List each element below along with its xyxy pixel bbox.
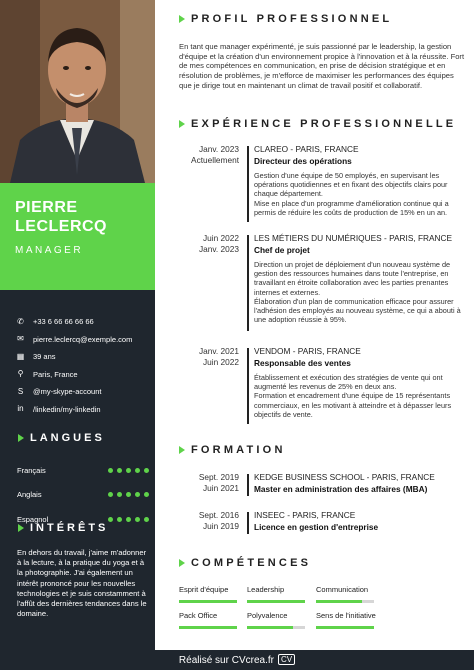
skill-label: Communication [316, 585, 369, 594]
location-icon: ⚲ [17, 369, 24, 379]
level-dot [117, 468, 122, 473]
skill-item [316, 585, 374, 594]
linkedin-icon: in [17, 404, 24, 414]
level-dot [117, 517, 122, 522]
email-text: pierre.leclercq@exemple.com [33, 334, 133, 344]
interests-title: INTÉRÊTS [18, 522, 108, 534]
skill-label: Leadership [247, 585, 285, 594]
arrow-icon [179, 446, 185, 454]
skill-bar [179, 600, 237, 603]
arrow-icon [179, 559, 185, 567]
skill-label: Polyvalence [247, 611, 288, 620]
entry-job-title: Directeur des opérations [254, 156, 352, 166]
timeline-bar [247, 474, 249, 496]
main-content [155, 0, 474, 650]
entry-date-end: Juin 2019 [203, 521, 239, 531]
skype-icon: S [17, 386, 24, 396]
language-name: Espagnol [17, 514, 49, 524]
skill-bar-fill [179, 600, 237, 603]
language-row [17, 458, 149, 483]
language-level [108, 517, 149, 522]
skill-item [316, 611, 374, 620]
level-dot [135, 492, 140, 497]
entry-date-end: Actuellement [191, 155, 239, 165]
timeline-bar [247, 146, 249, 222]
arrow-icon [179, 120, 185, 128]
education-title: FORMATION [179, 444, 286, 456]
profile-title: PROFIL PROFESSIONNEL [179, 13, 392, 25]
linkedin-text: /linkedin/my-linkedin [33, 404, 101, 414]
arrow-icon [18, 524, 24, 532]
contact-linkedin[interactable] [14, 401, 149, 419]
skill-item [247, 611, 305, 620]
entry-school: KEDGE BUSINESS SCHOOL - PARIS, FRANCE [254, 472, 435, 482]
entry-date-start: Juin 2022 [203, 233, 239, 243]
timeline-bar [247, 348, 249, 424]
skill-bar-fill [316, 600, 362, 603]
entry-description: Établissement et exécution des stratégies de vente qui ont augmenté les revenus de 25% en deux ans. Formation et encadrement d'une équipe de 15 représentants commerciaux, en les motivant à atteindre et à dépasser leurs objectifs de vente. [254, 373, 452, 419]
sidebar [0, 0, 155, 650]
level-dot [126, 492, 131, 497]
location-text: Paris, France [33, 369, 78, 379]
level-dot [144, 492, 149, 497]
entry-school: INSEEC - PARIS, FRANCE [254, 510, 356, 520]
level-dot [135, 517, 140, 522]
skill-bar [316, 600, 374, 603]
languages-title: LANGUES [18, 432, 105, 444]
language-level [108, 492, 149, 497]
entry-date-start: Janv. 2021 [199, 346, 239, 356]
skill-label: Sens de l'initiative [316, 611, 376, 620]
entry-job-title: Chef de projet [254, 245, 310, 255]
skill-bar [316, 626, 374, 629]
arrow-icon [179, 15, 185, 23]
phone-icon: ✆ [17, 316, 24, 326]
entry-description: Gestion d'une équipe de 50 employés, en supervisant les opérations quotidiennes et en fixant des objectifs clairs pour chaque département. Mise en place d'un programme d'amélioration continue qui a permis de réduire les coûts de production de 15% en un an. [254, 171, 449, 217]
language-row [17, 483, 149, 508]
skill-bar [179, 626, 237, 629]
arrow-icon [18, 434, 24, 442]
contact-age [14, 348, 149, 366]
level-dot [108, 492, 113, 497]
first-name: PIERRE [15, 199, 78, 216]
level-dot [117, 492, 122, 497]
language-level [108, 468, 149, 473]
entry-date-start: Sept. 2019 [198, 472, 239, 482]
skill-label: Pack Office [179, 611, 218, 620]
entry-description: Direction un projet de déploiement d'un nouveau système de gestion des ressources humaines dans toute l'entreprise, en travaillant en étroite collaboration avec les parties prenantes internes et externes. Élaboration d'un plan de communication efficace pour assurer l'adhésion des employés au nouveau système, ce qui a abouti à une adoption réussie à 95%. [254, 260, 461, 325]
entry-date-end: Janv. 2023 [199, 244, 239, 254]
skill-label: Esprit d'équipe [179, 585, 229, 594]
entry-degree: Master en administration des affaires (MBA) [254, 484, 428, 494]
phone-text: +33 6 66 66 66 66 [33, 317, 94, 327]
interests-text: En dehors du travail, j'aime m'adonner à la lecture, à la pratique du yoga et à la photographie. J'ai également un intérêt prononcé pour les nouvelles technologies et je suis constamment à l'affût des dernières tendances dans le domaine. [17, 548, 147, 619]
footer-credit[interactable]: Réalisé sur CVcrea.fr CV [0, 654, 474, 666]
entry-company: CLAREO - PARIS, FRANCE [254, 144, 359, 154]
profile-text: En tant que manager expérimenté, je suis passionné par le leadership, la gestion d'équipe et la création d'un environnement propice à l'innovation et à la réussite. Fort de mes compétences en communication, en prise de décision stratégique et en résolution de problèmes, je m'efforce de maximiser les performances des équipes que je dirige tout en maintenant un climat de travail positif et collaboratif. [179, 42, 465, 90]
entry-degree: Licence en gestion d'entreprise [254, 522, 379, 532]
language-name: Français [17, 465, 46, 475]
language-name: Anglais [17, 490, 42, 500]
entry-date-start: Janv. 2023 [199, 144, 239, 154]
entry-company: VENDOM - PARIS, FRANCE [254, 346, 361, 356]
contact-email[interactable] [14, 331, 149, 349]
skill-bar-fill [316, 626, 374, 629]
languages-list [17, 458, 149, 532]
job-role: MANAGER [15, 245, 84, 256]
contact-phone [14, 313, 149, 331]
entry-date-end: Juin 2021 [203, 483, 239, 493]
skill-bar-fill [247, 600, 305, 603]
level-dot [144, 468, 149, 473]
entry-job-title: Responsable des ventes [254, 358, 351, 368]
contact-skype[interactable] [14, 383, 149, 401]
skill-item [179, 611, 237, 620]
skill-bar-fill [179, 626, 237, 629]
skype-text: @my-skype-account [33, 387, 102, 397]
skill-bar [247, 626, 305, 629]
footer [0, 650, 474, 670]
profile-photo [0, 0, 155, 183]
contact-list [14, 313, 149, 418]
cvcrea-logo-icon: CV [278, 654, 295, 665]
email-icon: ✉ [17, 334, 24, 344]
timeline-bar [247, 235, 249, 331]
skill-item [247, 585, 305, 594]
age-text: 39 ans [33, 352, 56, 362]
entry-date-start: Sept. 2016 [198, 510, 239, 520]
skill-item [179, 585, 237, 594]
calendar-icon: ▦ [16, 351, 25, 361]
skill-bar-fill [247, 626, 293, 629]
skill-bar [247, 600, 305, 603]
timeline-bar [247, 512, 249, 534]
contact-location [14, 366, 149, 384]
level-dot [126, 468, 131, 473]
last-name: LECLERCQ [15, 218, 107, 235]
skills-title: COMPÉTENCES [179, 557, 311, 569]
level-dot [126, 517, 131, 522]
level-dot [144, 517, 149, 522]
level-dot [108, 468, 113, 473]
level-dot [108, 517, 113, 522]
entry-date-end: Juin 2022 [203, 357, 239, 367]
level-dot [135, 468, 140, 473]
experience-title: EXPÉRIENCE PROFESSIONNELLE [179, 118, 456, 130]
name-block [0, 183, 155, 290]
entry-company: LES MÉTIERS DU NUMÉRIQUES - PARIS, FRANCE [254, 233, 453, 243]
